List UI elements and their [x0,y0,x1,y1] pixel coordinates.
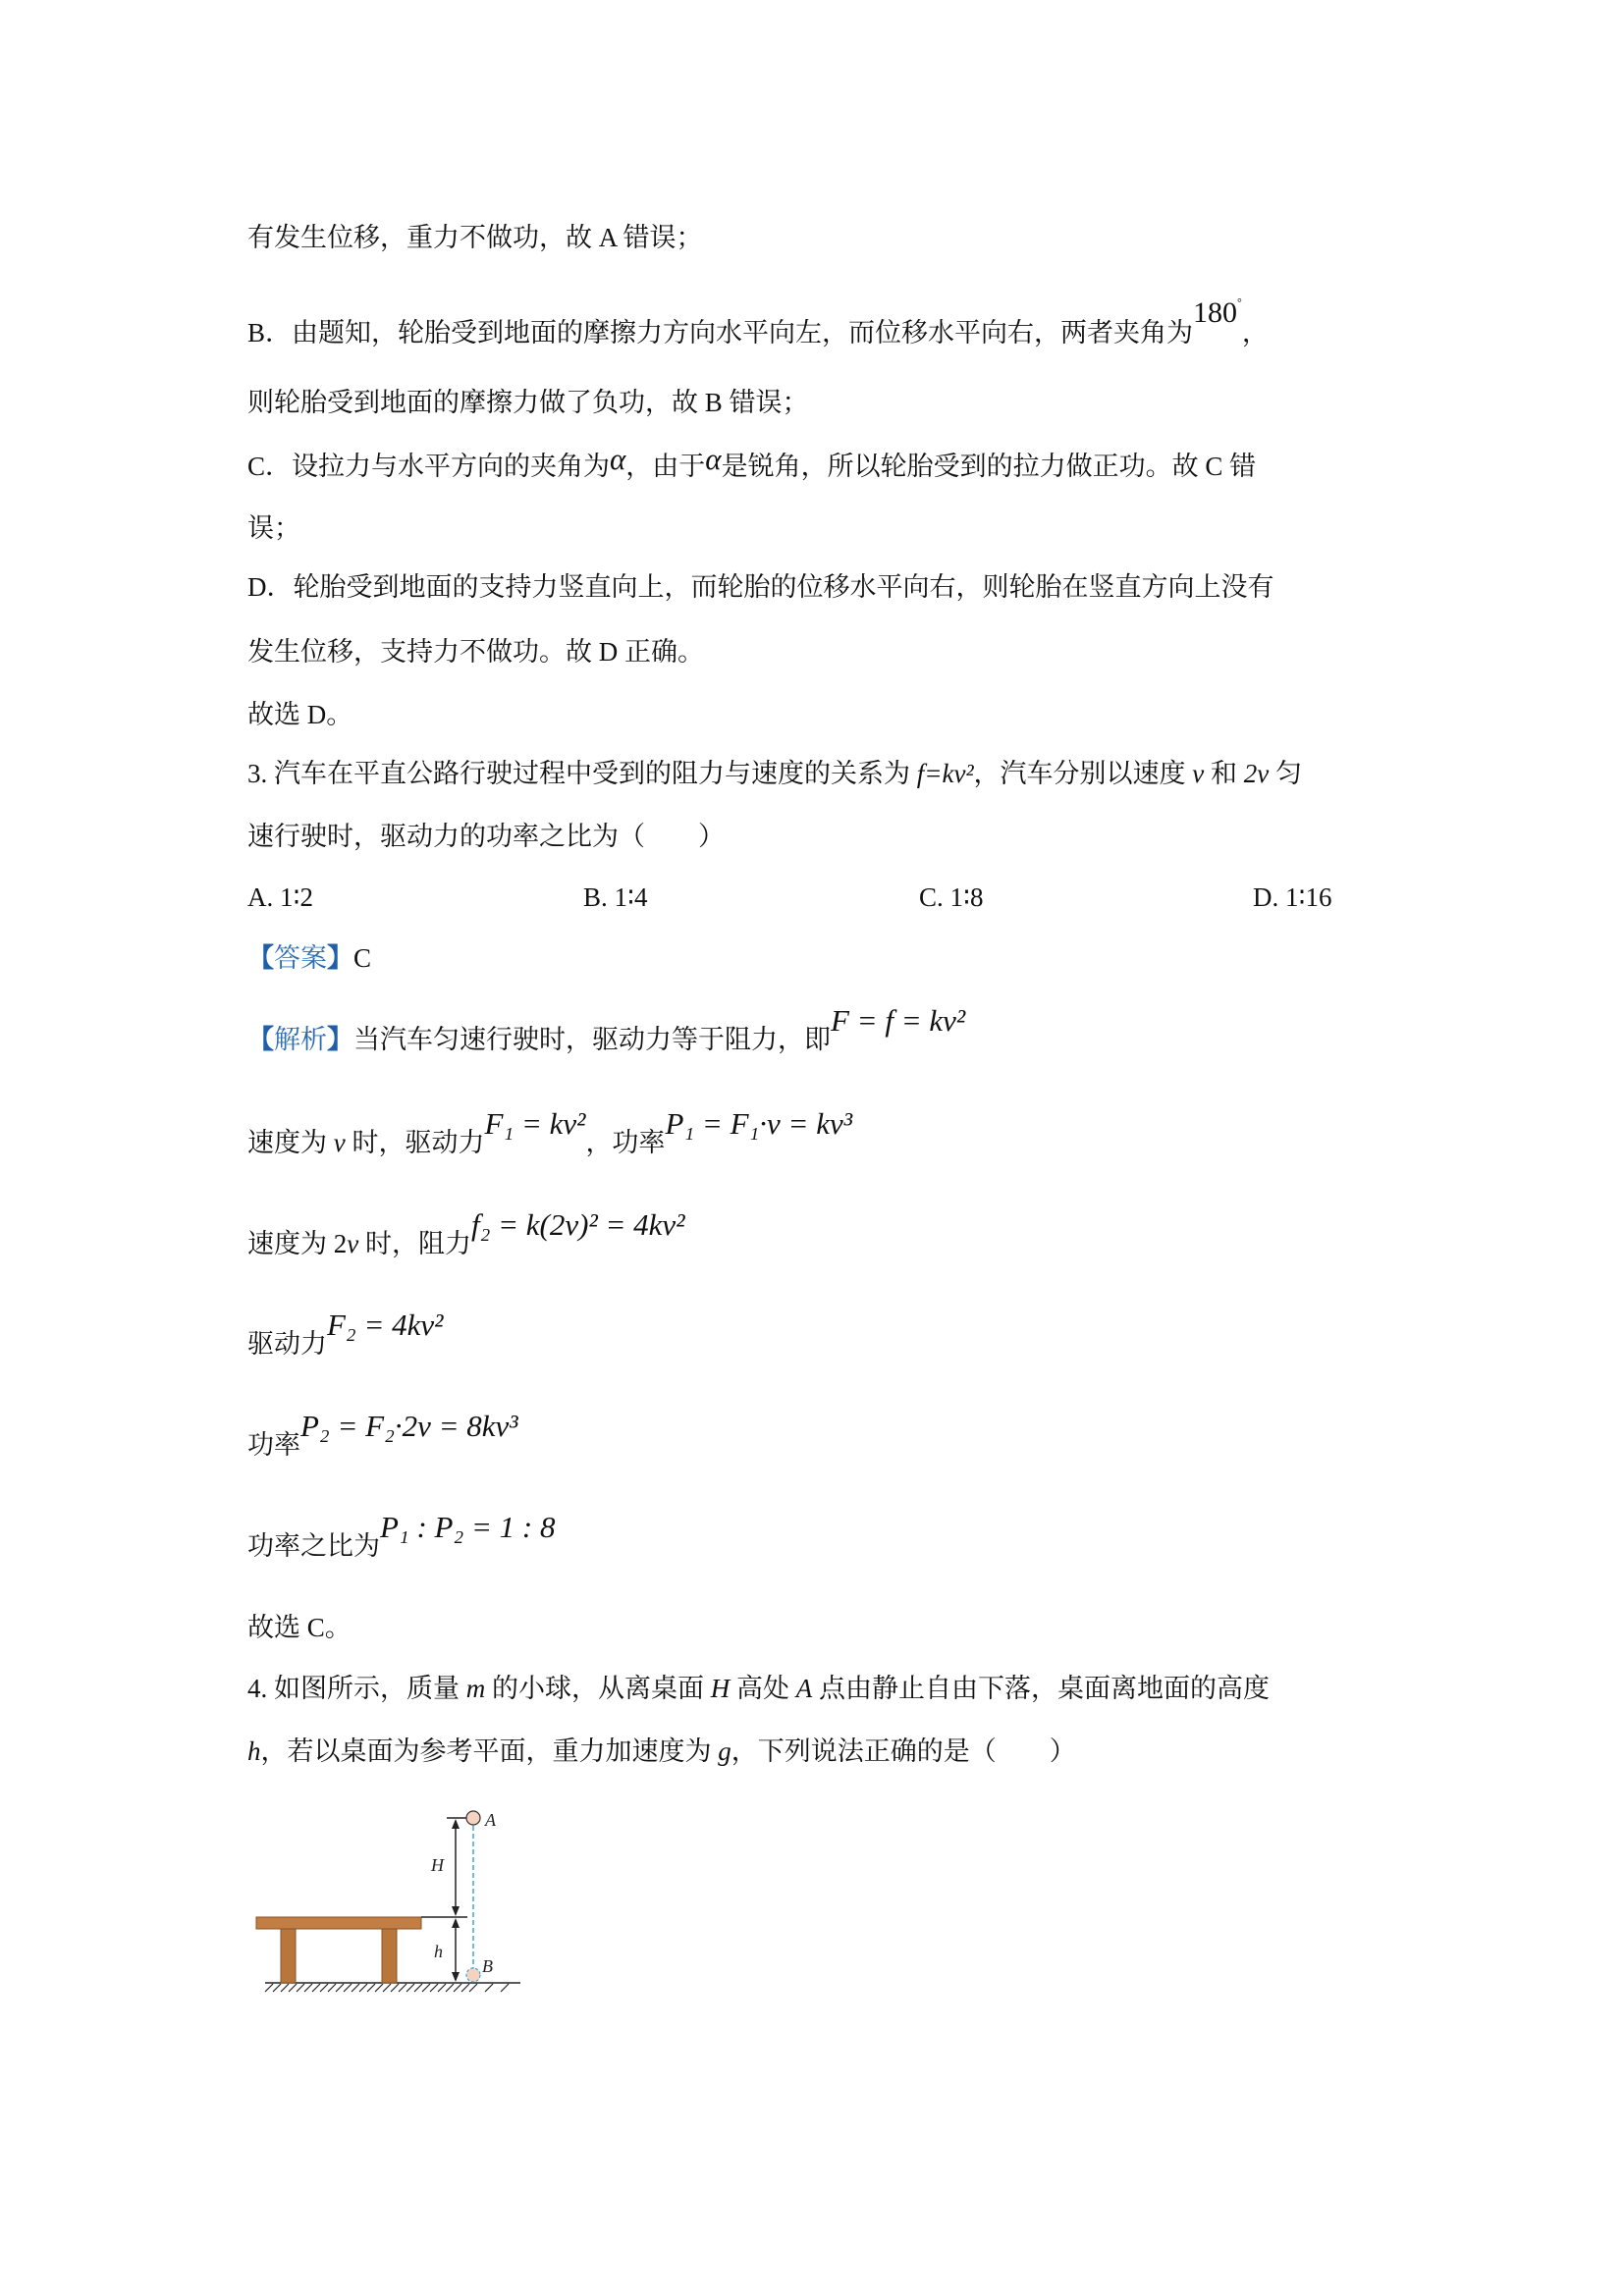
answer-tag: 【答案】 [247,943,353,973]
var-2v: 2v [1243,759,1270,788]
var-A: A [795,1674,813,1703]
text: 和 [1204,759,1244,788]
text: 速行驶时，驱动力的功率之比为（ ） [247,822,725,851]
solution-b-line1 [247,295,1269,350]
text: D．轮胎受到地面的支持力竖直向上，而轮胎的位移水平向右，则轮胎在竖直方向上没有 [247,572,1274,602]
text: 高处 [730,1674,796,1703]
answer-value: C [353,943,372,973]
answer-tag-text: 答案 [274,943,327,973]
q3-conclusion [247,1610,352,1645]
option-a[interactable]: A. 1∶2 [247,882,314,912]
solution-c-line2 [247,510,300,546]
text: 是锐角，所以轮胎受到的拉力做正功。故 C 错 [721,452,1257,481]
label-A: A [485,1810,496,1830]
solution-b-line2 [247,385,809,420]
solution-c-line1 [247,442,1257,484]
q3-step3 [247,1308,444,1362]
label-H: H [431,1855,444,1875]
analysis-tag-text: 解析 [274,1025,327,1054]
text: C．设拉力与水平方向的夹角为 [247,452,611,481]
text: 匀 [1269,759,1303,788]
equation: P₁ = F₁·v = kv³ [665,1106,853,1141]
q3-step1 [247,1106,853,1160]
text: ，由于 [625,452,706,481]
text: 发生位移，支持力不做功。故 D 正确。 [247,637,704,667]
var-h: h [247,1736,261,1766]
var-v: v [347,1229,359,1258]
text: 误； [247,513,300,543]
q3-stem-line1 [247,756,1302,791]
table-ball-diagram-icon [253,1799,538,2001]
text: 有发生位移，重力不做功，故 A 错误； [247,223,703,252]
text: ， [1241,318,1269,347]
q4-stem-line1 [247,1671,1270,1706]
text: ，若以桌面为参考平面，重力加速度为 [260,1736,719,1766]
equation: F₁ = kv² [484,1106,586,1141]
equation: f₂ = k(2v)² = 4kv² [470,1207,685,1242]
q4-stem-line2 [247,1734,1076,1769]
alpha-symbol: α [705,442,722,476]
solution-conclusion [247,697,352,732]
var-v: v [333,1128,346,1157]
text: 功率之比为 [247,1531,380,1561]
analysis-tag: 【解析】 [247,1025,353,1054]
text: B．由题知，轮胎受到地面的摩擦力方向水平向左，而位移水平向右，两者夹角为 [247,318,1194,347]
text: 速度为 [247,1128,334,1157]
text: 3. 汽车在平直公路行驶过程中受到的阻力与速度的关系为 [247,759,917,788]
option-b[interactable]: B. 1∶4 [583,882,648,912]
label-h: h [434,1942,443,1961]
formula: f=kv² [916,759,974,788]
q3-stem-line2 [247,819,725,854]
option-c[interactable]: C. 1∶8 [919,882,984,912]
equation: F₂ = 4kv² [327,1308,444,1342]
text: 时，阻力 [358,1229,471,1258]
text: 当汽车匀速行驶时，驱动力等于阻力，即 [353,1025,831,1054]
text: 功率 [247,1430,300,1460]
var-H: H [710,1674,731,1703]
text: 故选 C。 [247,1613,352,1642]
text: 的小球，从离桌面 [485,1674,711,1703]
solution-d-line2 [247,634,704,669]
q3-answer [247,940,371,976]
var-v: v [1192,759,1205,788]
q3-analysis-intro [247,1003,966,1057]
text: 驱动力 [247,1329,327,1359]
option-d[interactable]: D. 1∶16 [1253,882,1332,912]
text: 点由静止自由下落，桌面离地面的高度 [812,1674,1270,1703]
label-B: B [482,1956,493,1976]
angle-value: 180 [1193,296,1238,329]
degree-symbol: ° [1237,295,1242,309]
angle-180 [1193,296,1242,329]
text: 4. 如图所示，质量 [247,1674,466,1703]
solution-a-tail [247,220,703,255]
q3-step2 [247,1207,685,1261]
var-m: m [465,1674,486,1703]
text: ，功率 [585,1128,666,1157]
equation: F = f = kv² [831,1003,966,1038]
q3-step5 [247,1510,556,1564]
text: 故选 D。 [247,700,353,729]
text: 速度为 2 [247,1229,348,1258]
text: ，下列说法正确的是（ ） [731,1736,1076,1766]
text: 时，驱动力 [345,1128,485,1157]
text: ，汽车分别以速度 [973,759,1193,788]
alpha-symbol: α [610,442,626,476]
q3-step4 [247,1409,518,1463]
solution-d-line1 [247,569,1274,605]
q4-figure [253,1799,538,2001]
equation: P₁ : P₂ = 1 : 8 [380,1510,556,1544]
equation: P₂ = F₂·2v = 8kv³ [300,1409,518,1443]
var-g: g [718,1736,731,1766]
text: 则轮胎受到地面的摩擦力做了负功，故 B 错误； [247,388,809,417]
